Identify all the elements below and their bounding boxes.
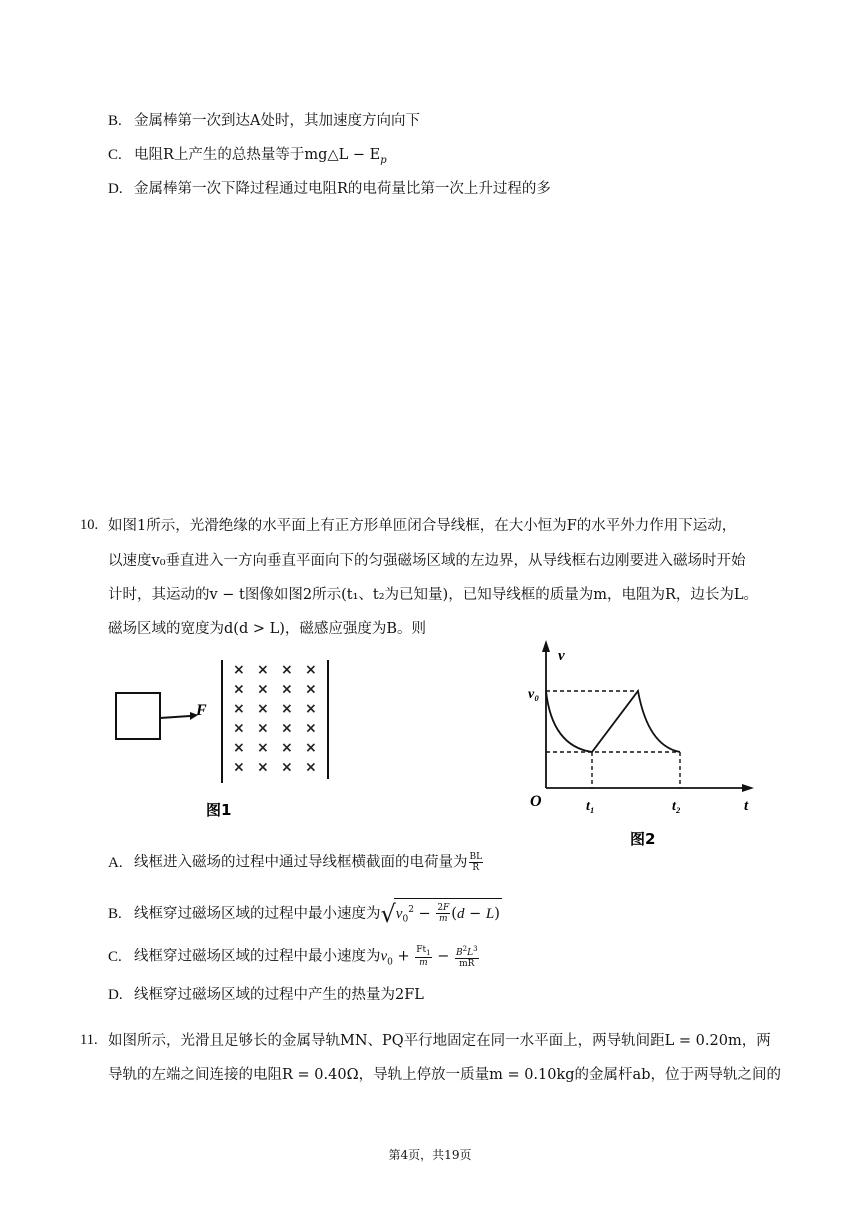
field-cross-mark: × xyxy=(257,740,269,756)
field-cross-mark: × xyxy=(305,720,317,737)
option-text: 线框穿过磁场区域的过程中产生的热量为2FL xyxy=(134,987,424,1003)
magnetic-field-grid xyxy=(233,662,317,776)
field-cross-mark: × xyxy=(305,662,317,678)
option-text: 线框穿过磁场区域的过程中最小速度为 xyxy=(134,905,381,922)
field-cross-mark: × xyxy=(305,759,317,776)
option-label: B. xyxy=(108,905,122,922)
sqrt-icon: √ xyxy=(380,899,396,928)
field-cross-mark: × xyxy=(233,681,245,698)
sqrt-expression: $v_0^2$ − $\frac{2F}{m}$ (d − L) xyxy=(394,898,502,929)
question-number: 10. xyxy=(80,517,99,533)
q10-stem-line-3: 计时，其运动的v − t图像如图2所示(t₁、t₂为已知量)，已知导线框的质量为m，电阻为R，边长为L。 xyxy=(108,587,758,603)
field-cross-mark: × xyxy=(281,759,293,776)
field-cross-mark: × xyxy=(257,681,269,698)
t-axis-label: t xyxy=(744,798,749,814)
force-label: F xyxy=(196,702,207,719)
figure-2-vt-graph xyxy=(522,638,762,852)
q11-stem-line-1: 如图所示，光滑且足够长的金属导轨MN、PQ平行地固定在同一水平面上，两导轨间距L = 0.20m，两 xyxy=(108,1033,771,1049)
field-cross-mark: × xyxy=(281,740,293,756)
figure-1 xyxy=(110,655,340,825)
q10-option-b xyxy=(108,898,502,929)
option-label: B. xyxy=(108,113,122,129)
question-number: 11. xyxy=(80,1032,98,1048)
page-footer: 第4页，共19页 xyxy=(388,1148,472,1162)
fraction-bl-over-r: $\frac{BL}{R}$ xyxy=(469,852,483,873)
q9-option-b xyxy=(108,112,420,130)
force-arrow xyxy=(160,716,190,718)
field-cross-mark: × xyxy=(257,662,269,678)
q10-stem-line-2: 以速度v₀垂直进入一方向垂直平面向下的匀强磁场区域的左边界，从导线框右边刚要进入磁场时开始 xyxy=(108,553,746,569)
t1-label: t₁ xyxy=(586,799,595,814)
q10-stem-line-1: 如图1所示，光滑绝缘的水平面上有正方形单匝闭合导线框，在大小恒为F的水平外力作用下运动， xyxy=(108,518,737,534)
field-cross-mark: × xyxy=(233,701,245,717)
q10-stem-line-4: 磁场区域的宽度为d(d > L)，磁感应强度为B。则 xyxy=(108,621,427,637)
wire-frame xyxy=(116,693,160,739)
velocity-curve xyxy=(546,691,680,752)
q10-option-a xyxy=(108,852,484,873)
t-axis-arrow-icon xyxy=(742,784,754,792)
option-label: C. xyxy=(108,948,122,965)
field-cross-mark: × xyxy=(281,701,293,717)
q11-stem-line-2: 导轨的左端之间连接的电阻R = 0.40Ω，导轨上停放一质量m = 0.10kg的金属杆ab，位于两导轨之间的 xyxy=(108,1067,781,1083)
field-cross-mark: × xyxy=(233,720,245,737)
field-cross-mark: × xyxy=(257,759,269,776)
field-cross-mark: × xyxy=(233,740,245,756)
q9-option-d xyxy=(108,180,551,198)
origin-label: O xyxy=(530,793,542,810)
v-axis-label: v xyxy=(558,648,565,664)
v-axis-arrow-icon xyxy=(542,640,550,652)
option-text: 线框穿过磁场区域的过程中最小速度为 xyxy=(134,948,381,965)
field-cross-mark: × xyxy=(257,720,269,737)
q10-option-d xyxy=(108,986,424,1004)
figure-2-caption: 图2 xyxy=(630,830,656,848)
option-text: 金属棒第一次下降过程通过电阻R的电荷量比第一次上升过程的多 xyxy=(134,181,551,197)
field-cross-mark: × xyxy=(233,662,245,678)
field-cross-mark: × xyxy=(305,740,317,756)
figure-1-caption: 图1 xyxy=(206,801,232,819)
option-label: C. xyxy=(108,147,122,163)
t2-label: t₂ xyxy=(672,799,681,814)
option-label: D. xyxy=(108,181,123,197)
q9-option-c: C. 电阻R上产生的总热量等于mg△L − $E_p$ xyxy=(108,147,387,166)
field-cross-mark: × xyxy=(281,662,293,678)
field-cross-mark: × xyxy=(233,759,245,776)
field-cross-mark: × xyxy=(305,701,317,717)
field-cross-mark: × xyxy=(305,681,317,698)
v0-label: v₀ xyxy=(528,687,540,702)
option-label: A. xyxy=(108,854,123,871)
q10-option-c: C. 线框穿过磁场区域的过程中最小速度为$v_0$ + $\frac{Ft_1}{m}$ − $\frac{B^2L^3}{mR}$ xyxy=(108,944,478,969)
option-text: 金属棒第一次到达A处时，其加速度方向向下 xyxy=(134,113,420,129)
field-cross-mark: × xyxy=(281,720,293,737)
option-text: 线框进入磁场的过程中通过导线框横截面的电荷量为 xyxy=(134,854,468,871)
field-cross-mark: × xyxy=(281,681,293,698)
field-cross-mark: × xyxy=(257,701,269,717)
option-label: D. xyxy=(108,987,123,1003)
option-text: 电阻R上产生的总热量等于mg△L − E xyxy=(134,147,381,163)
